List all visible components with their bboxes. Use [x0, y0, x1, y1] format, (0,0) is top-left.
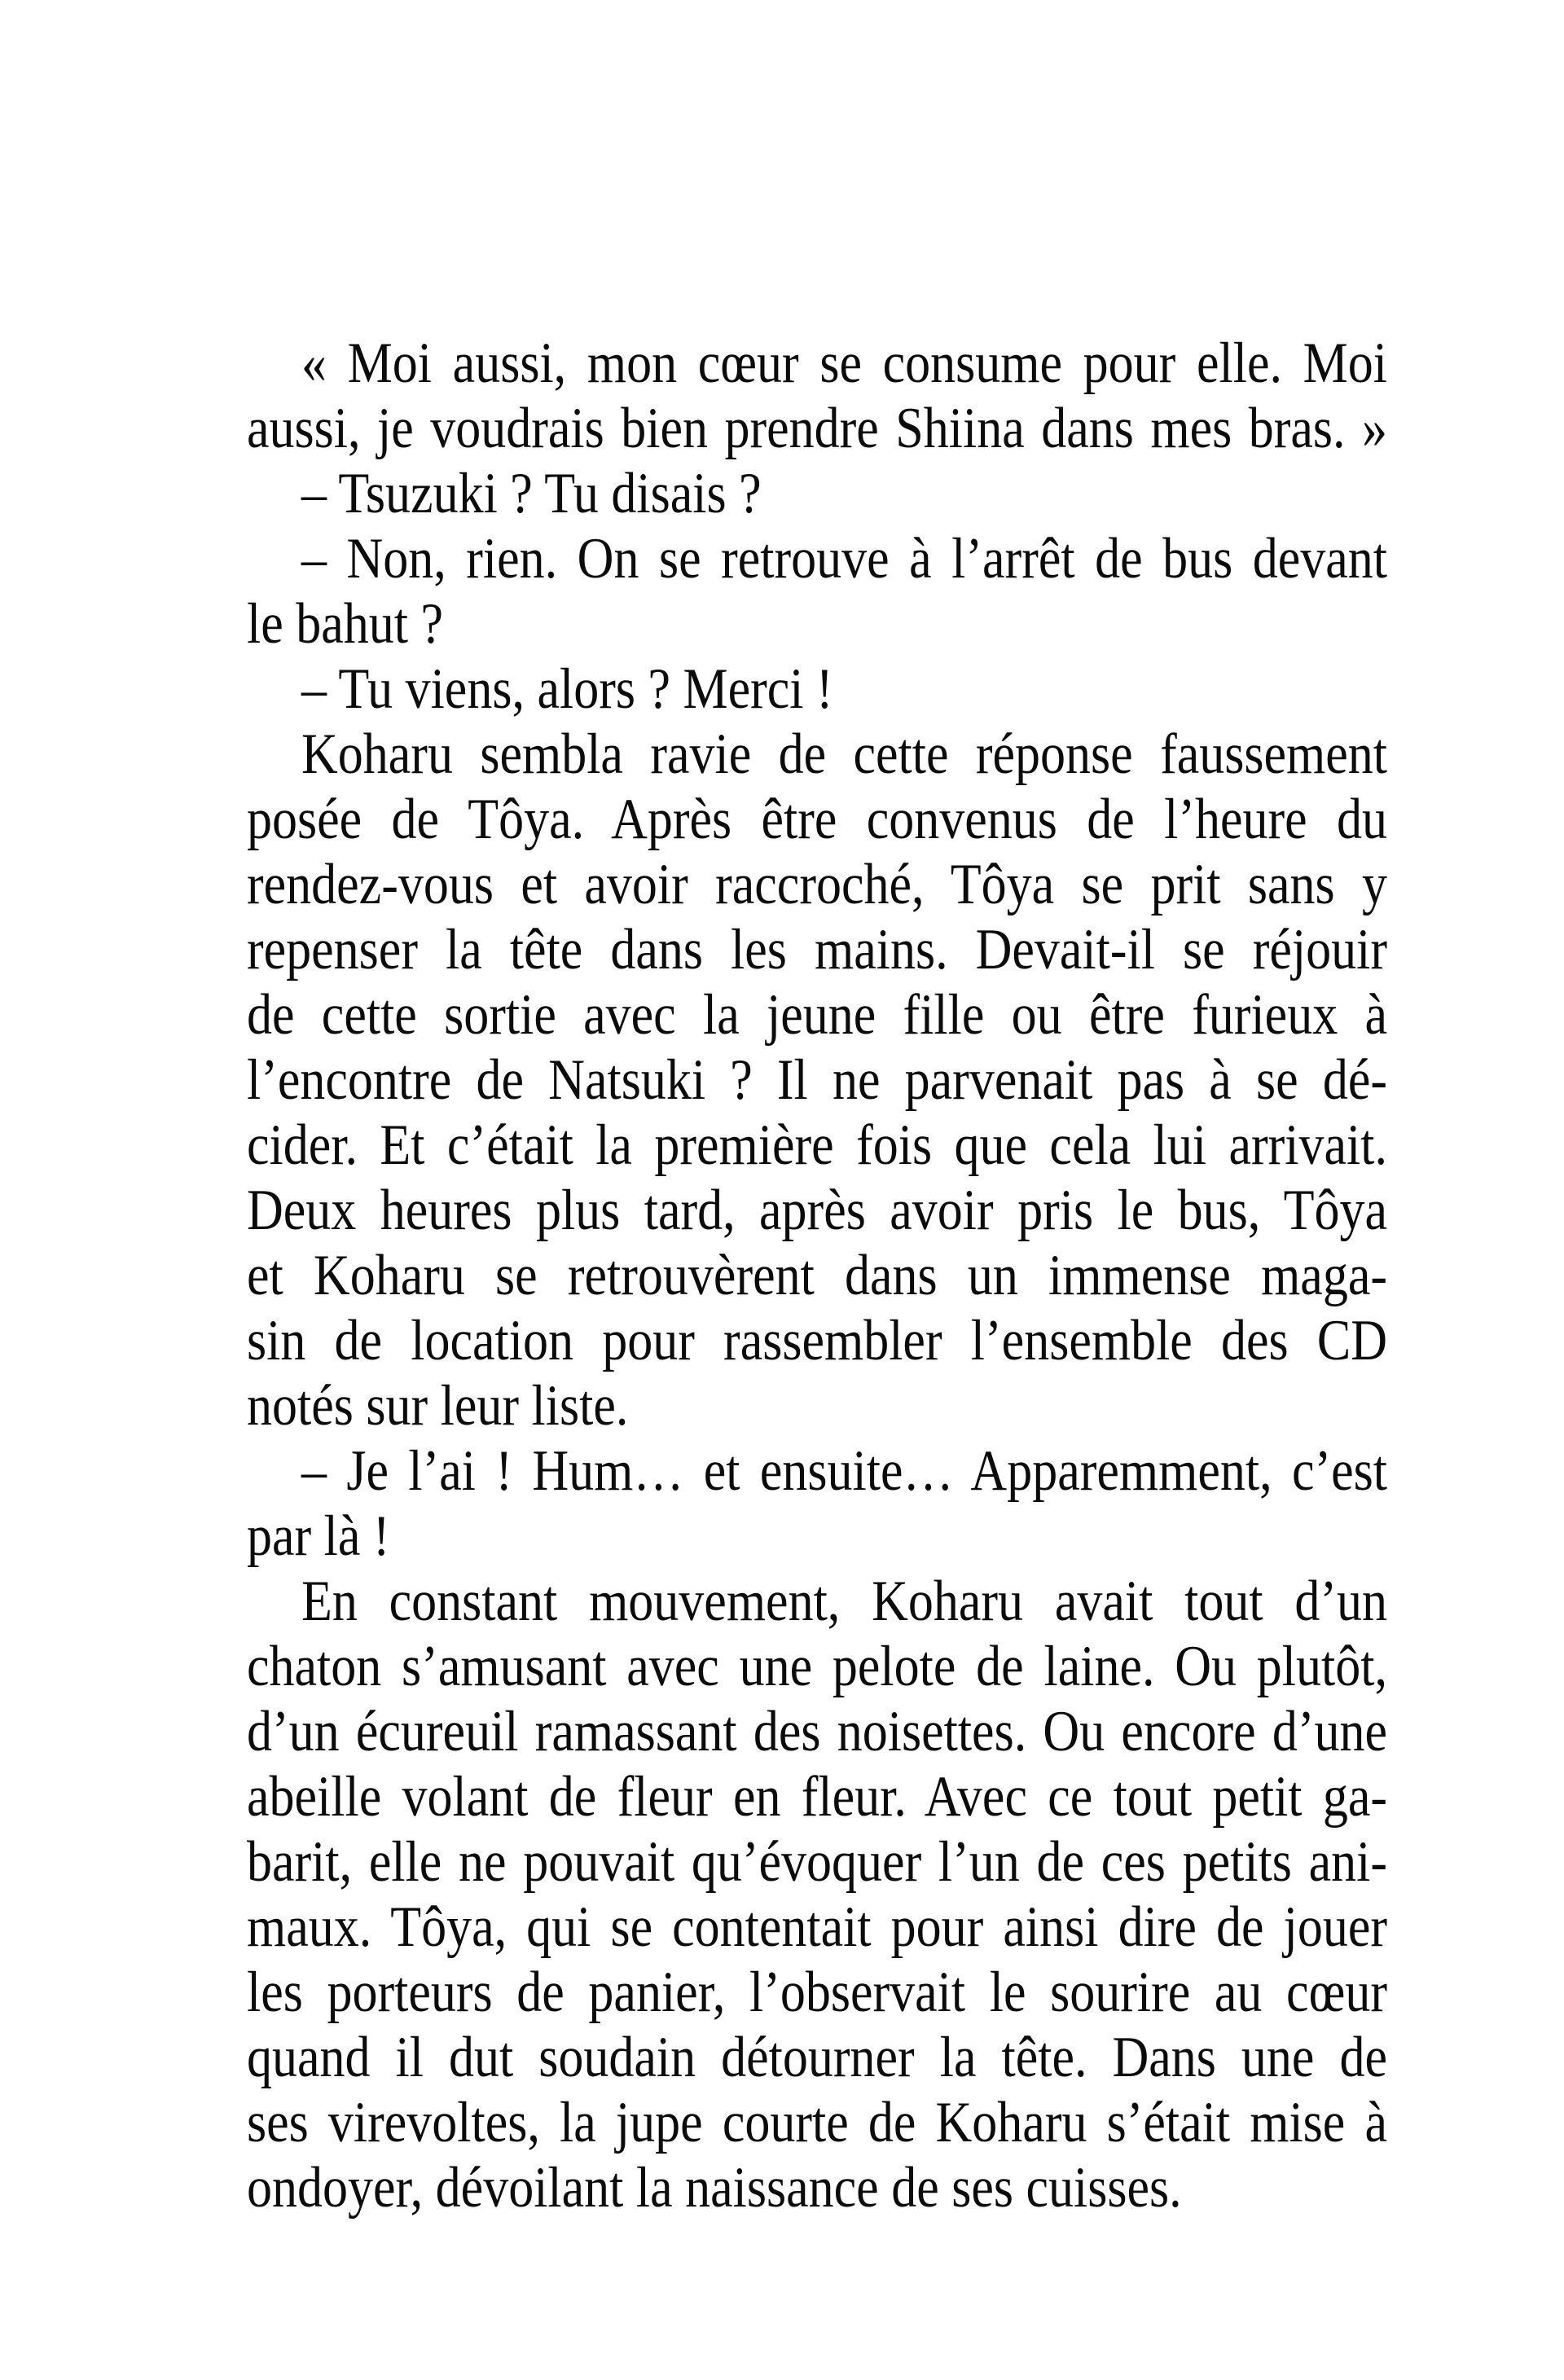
text-line: ses virevoltes, la jupe courte de Koharu s’était mise à — [247, 2090, 1387, 2154]
text-line: Deux heures plus tard, après avoir pris le bus, Tôya — [247, 1178, 1387, 1242]
text-line: barit, elle ne pouvait qu’évoquer l’un de ces petits ani- — [247, 1829, 1387, 1894]
text-line: et Koharu se retrouvèrent dans un immense maga- — [247, 1243, 1387, 1307]
text-line: quand il dut soudain détourner la tête. Dans une de — [247, 2025, 1387, 2089]
text-line: par là ! — [247, 1504, 390, 1568]
paragraph — [247, 463, 1387, 529]
text-line: – Tu viens, alors ? Merci ! — [301, 656, 833, 721]
text-line: Koharu sembla ravie de cette réponse faussement — [301, 722, 1387, 786]
page-text-block — [247, 333, 1387, 2223]
paragraph — [247, 333, 1387, 463]
text-line: rendez-vous et avoir raccroché, Tôya se prit sans y — [247, 852, 1387, 916]
paragraph — [247, 526, 1387, 659]
text-line: notés sur leur liste. — [247, 1373, 629, 1438]
text-line: – Je l’ai ! Hum… et ensuite… Apparemment, c’est — [301, 1438, 1387, 1503]
text-line: sin de location pour rassembler l’ensemble des CD — [247, 1308, 1387, 1372]
text-line: ondoyer, dévoilant la naissance de ses cuisses. — [247, 2155, 1182, 2220]
text-line: aussi, je voudrais bien prendre Shiina dans mes bras. » — [247, 396, 1387, 460]
text-line: posée de Tôya. Après être convenus de l’heure du — [247, 787, 1387, 851]
text-line: d’un écureuil ramassant des noisettes. Ou encore d’une — [247, 1699, 1387, 1763]
paragraph — [247, 1571, 1387, 2223]
text-line: les porteurs de panier, l’observait le sourire au cœur — [247, 1960, 1387, 2024]
text-line: de cette sortie avec la jeune fille ou être furieux à — [247, 982, 1387, 1047]
text-line: « Moi aussi, mon cœur se consume pour elle. Moi — [301, 331, 1387, 395]
text-line: le bahut ? — [247, 591, 444, 656]
text-line: chaton s’amusant avec une pelote de laine. Ou plutôt, — [247, 1634, 1387, 1698]
paragraph — [247, 724, 1387, 1441]
text-line: maux. Tôya, qui se contentait pour ainsi dire de jouer — [247, 1895, 1387, 1959]
paragraph — [247, 1438, 1387, 1571]
text-line: En constant mouvement, Koharu avait tout d’un — [301, 1569, 1387, 1633]
text-line: l’encontre de Natsuki ? Il ne parvenait pas à se dé- — [247, 1047, 1387, 1112]
paragraph — [247, 656, 1387, 724]
text-line: repenser la tête dans les mains. Devait-il se réjouir — [247, 917, 1387, 981]
text-line: – Tsuzuki ? Tu disais ? — [301, 461, 762, 525]
text-line: cider. Et c’était la première fois que cela lui arrivait. — [247, 1113, 1387, 1177]
text-line: abeille volant de fleur en fleur. Avec ce tout petit ga- — [247, 1764, 1387, 1829]
text-line: – Non, rien. On se retrouve à l’arrêt de bus devant — [301, 526, 1387, 591]
